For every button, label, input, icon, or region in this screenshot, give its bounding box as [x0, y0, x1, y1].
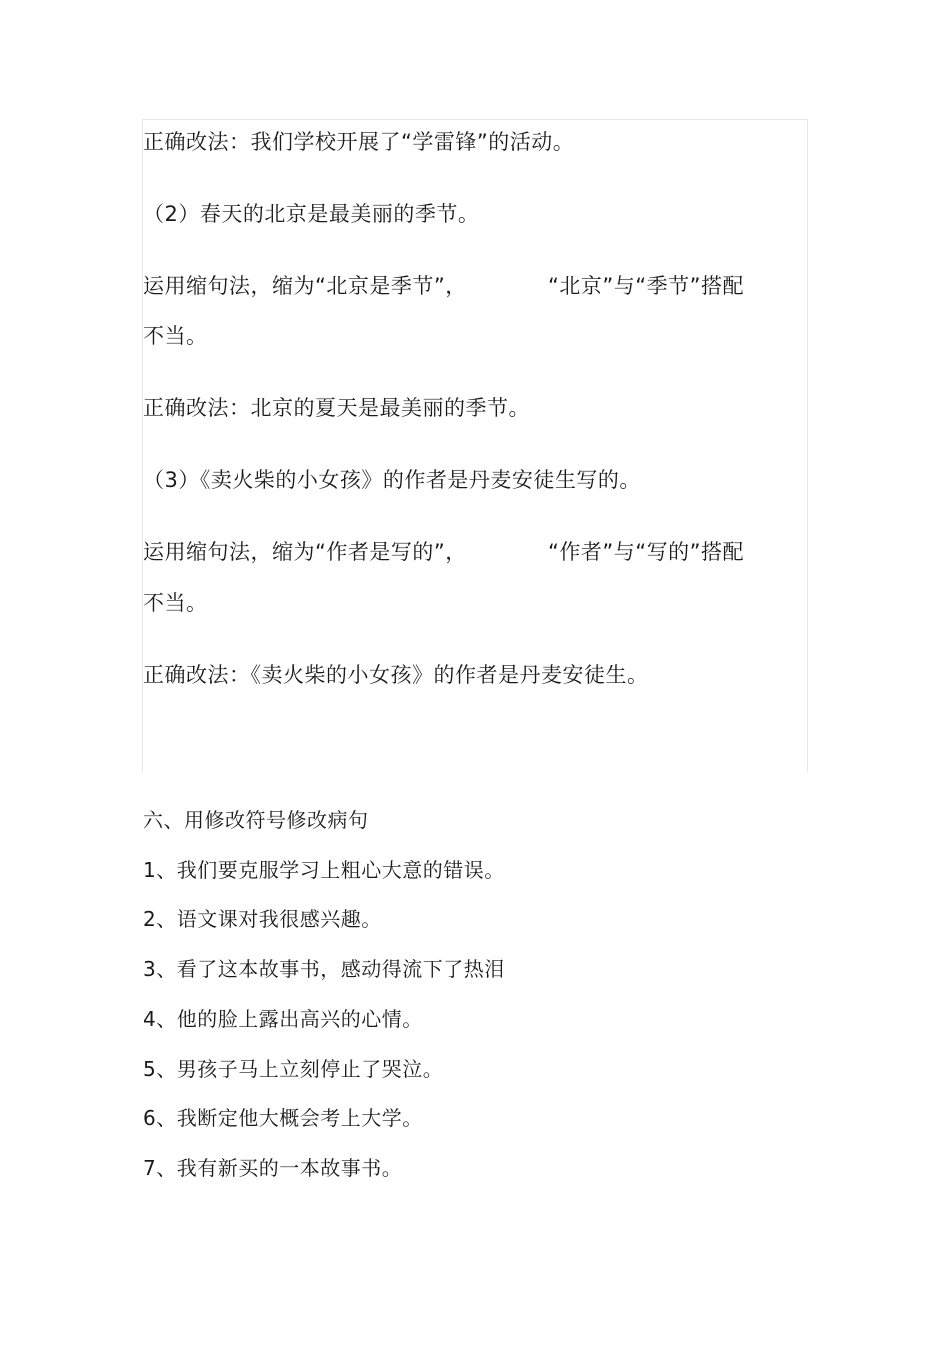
analysis-2-part-a: 运用缩句法，缩为“北京是季节”，: [143, 274, 467, 298]
analysis-3-continuation: 不当。: [143, 591, 208, 615]
question-item-2: （2）春天的北京是最美丽的季节。: [143, 202, 480, 226]
exercise-item-3: 3、看了这本故事书，感动得流下了热泪: [143, 957, 505, 981]
analysis-3-part-b: “作者”与“写的”搭配: [548, 540, 745, 564]
exercise-item-4: 4、他的脸上露出高兴的心情。: [143, 1007, 423, 1031]
exercise-item-1: 1、我们要克服学习上粗心大意的错误。: [143, 858, 505, 882]
section-title: 六、用修改符号修改病句: [143, 808, 369, 832]
analysis-3-part-a: 运用缩句法，缩为“作者是写的”，: [143, 540, 467, 564]
correct-answer-1: 正确改法：我们学校开展了“学雷锋”的活动。: [143, 130, 575, 154]
exercise-item-7: 7、我有新买的一本故事书。: [143, 1156, 403, 1180]
correct-answer-3: 正确改法：《卖火柴的小女孩》的作者是丹麦安徒生。: [143, 663, 649, 687]
correct-answer-2: 正确改法：北京的夏天是最美丽的季节。: [143, 396, 530, 420]
question-item-3: （3）《卖火柴的小女孩》的作者是丹麦安徒生写的。: [143, 468, 641, 492]
exercise-item-2: 2、语文课对我很感兴趣。: [143, 907, 382, 931]
exercise-item-6: 6、我断定他大概会考上大学。: [143, 1106, 423, 1130]
analysis-2-continuation: 不当。: [143, 324, 208, 348]
exercise-item-5: 5、男孩子马上立刻停止了哭泣。: [143, 1057, 444, 1081]
analysis-2-part-b: “北京”与“季节”搭配: [548, 274, 745, 298]
